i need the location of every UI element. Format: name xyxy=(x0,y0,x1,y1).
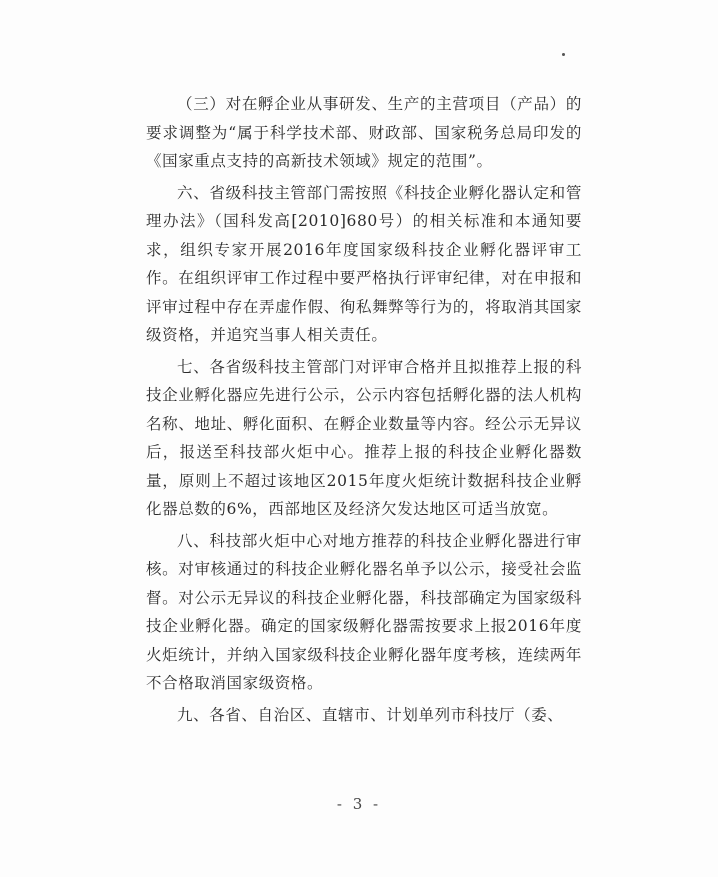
paragraph-9: 九、各省、自治区、直辖市、计划单列市科技厅（委、 xyxy=(177,705,564,724)
scan-speck xyxy=(562,53,565,56)
paragraph-3-clause: （三）对在孵企业从事研发、生产的主营项目（产品）的要求调整为“属于科学技术部、财政部、国家税务总局印发的《国家重点支持的高新技术领域》规定的范围”。 xyxy=(146,95,582,170)
page-number: - 3 - xyxy=(336,795,382,813)
paragraph-7: 七、各省级科技主管部门对评审合格并且拟推荐上报的科技企业孵化器应先进行公示，公示内容包括孵化器的法人机构名称、地址、孵化面积、在孵企业数量等内容。经公示无异议后，报送至科技部火炬中心。推荐上报的科技企业孵化器数量，原则上不超过该地区2015年度火炬统计数据科技企业孵化器总数的6%，西部地区及经济欠发达地区可适当放宽。 xyxy=(146,357,582,518)
paragraph-8: 八、科技部火炬中心对地方推荐的科技企业孵化器进行审核。对审核通过的科技企业孵化器名单予以公示，接受社会监督。对公示无异议的科技企业孵化器，科技部确定为国家级科技企业孵化器。确定的国家级孵化器需按要求上报2016年度火炬统计，并纳入国家级科技企业孵化器年度考核，连续两年不合格取消国家级资格。 xyxy=(146,531,582,692)
document-body xyxy=(146,90,582,729)
paragraph-6: 六、省级科技主管部门需按照《科技企业孵化器认定和管理办法》（国科发高[2010]680号）的相关标准和本通知要求，组织专家开展2016年度国家级科技企业孵化器评审工作。在组织评审工作过程中要严格执行评审纪律，对在申报和评审过程中存在弄虚作假、徇私舞弊等行为的，将取消其国家级资格，并追究当事人相关责任。 xyxy=(146,183,582,344)
